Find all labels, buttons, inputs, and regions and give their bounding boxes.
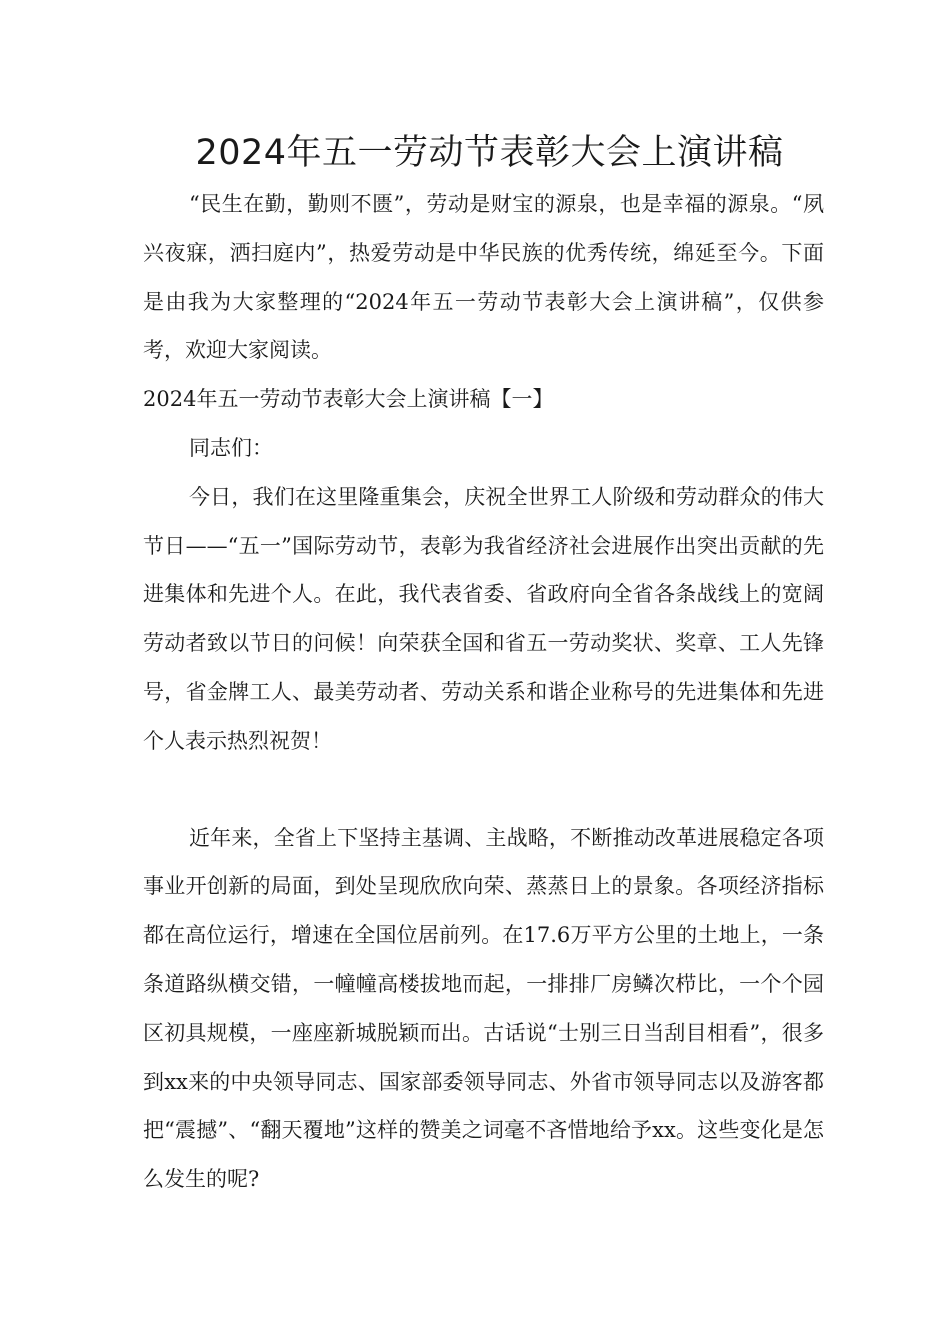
document-title: 2024年五一劳动节表彰大会上演讲稿: [195, 133, 784, 173]
paragraph-spacer: [143, 766, 824, 814]
salutation: 同志们：: [189, 435, 273, 460]
body-paragraph-2: 近年来，全省上下坚持主基调、主战略，不断推动改革进展稳定各项事业开创新的局面，到处呈现欣欣向荣、蒸蒸日上的景象。各项经济指标都在高位运行，增速在全国位居前列。在17.6万平方公里的土地上，一条条道路纵横交错，一幢幢高楼拔地而起，一排排厂房鳞次栉比，一个个园区初具规模，一座座新城脱颖而出。古话说“士别三日当刮目相看”，很多到xx来的中央领导同志、国家部委领导同志、外省市领导同志以及游客都把“震撼”、“翻天覆地”这样的赞美之词毫不吝惜地给予xx。这些变化是怎么发生的呢?: [143, 825, 824, 1192]
intro-paragraph: “民生在勤，勤则不匮”，劳动是财宝的源泉，也是幸福的源泉。“夙兴夜寐，洒扫庭内”，热爱劳动是中华民族的优秀传统，绵延至今。下面是由我为大家整理的“2024年五一劳动节表彰大会上演讲稿”，仅供参考，欢迎大家阅读。: [143, 192, 824, 363]
section-heading: 2024年五一劳动节表彰大会上演讲稿【一】: [143, 387, 554, 412]
body-paragraph-1: 今日，我们在这里隆重集会，庆祝全世界工人阶级和劳动群众的伟大节日——“五一”国际劳动节，表彰为我省经济社会进展作出突出贡献的先进集体和先进个人。在此，我代表省委、省政府向全省各条战线上的宽阔劳动者致以节日的问候！向荣获全国和省五一劳动奖状、奖章、工人先锋号，省金牌工人、最美劳动者、劳动关系和谐企业称号的先进集体和先进个人表示热烈祝贺！: [143, 484, 824, 753]
